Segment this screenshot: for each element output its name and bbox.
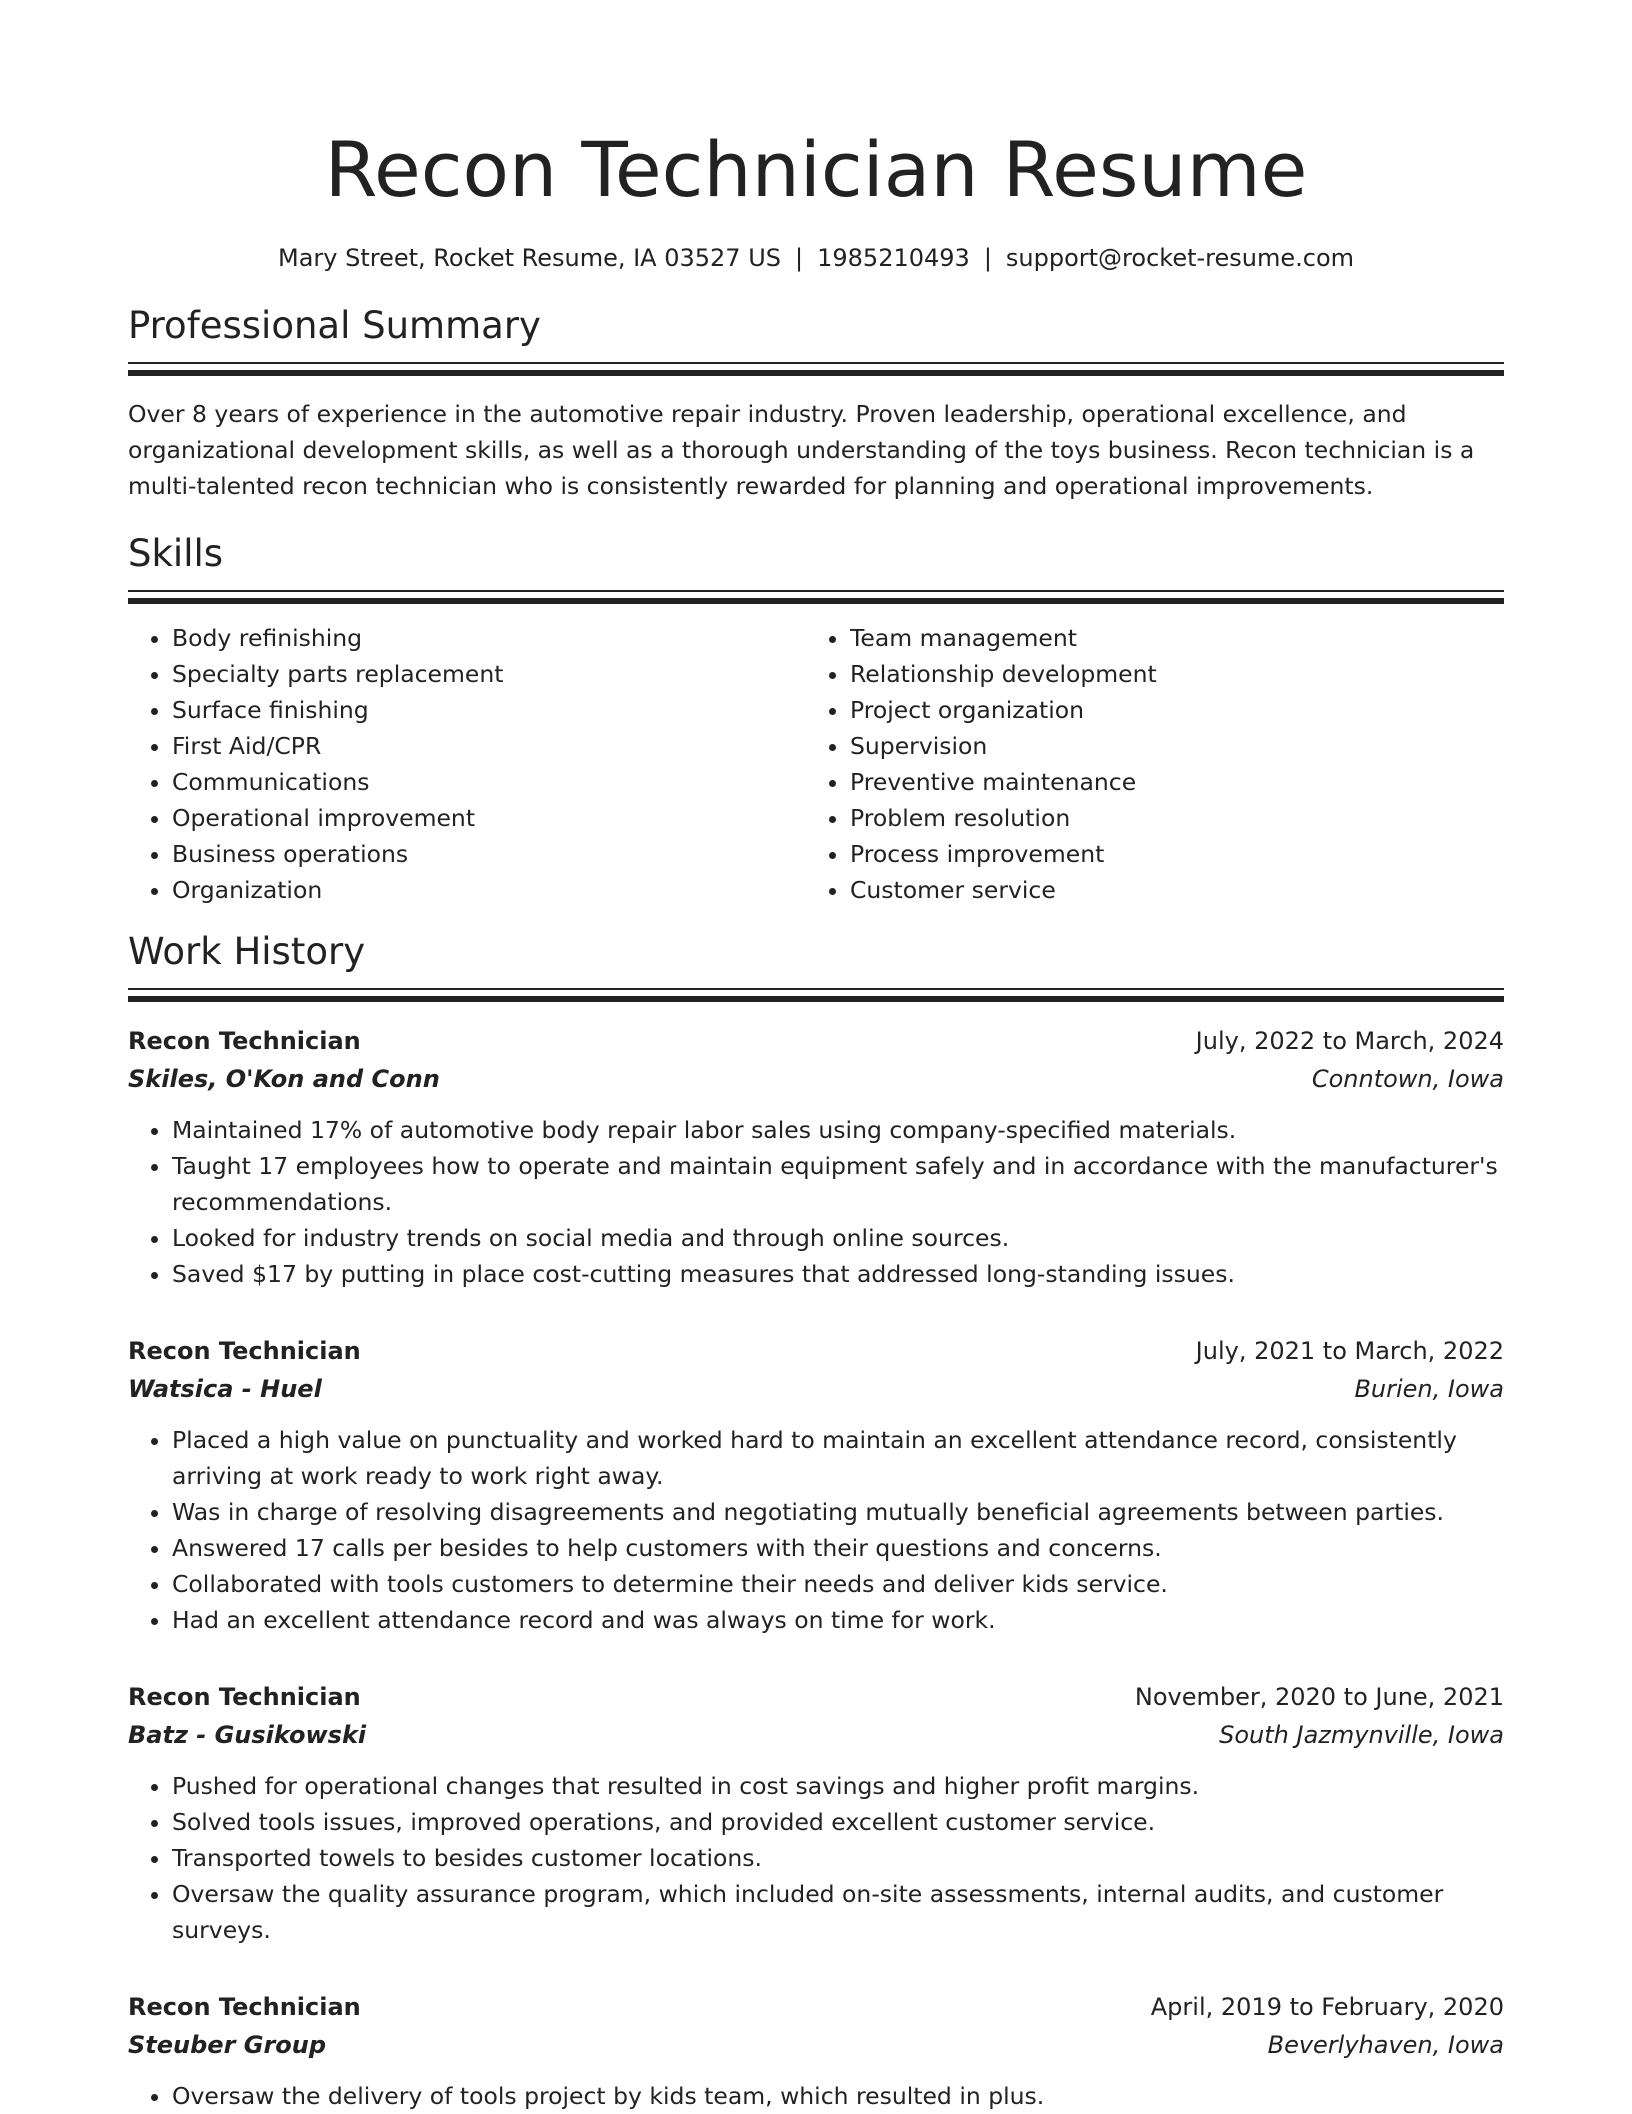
work-history-section [128, 930, 1504, 2114]
job-location: South Jazmynville, Iowa [1219, 1721, 1504, 1749]
summary-text: Over 8 years of experience in the automotive repair industry. Proven leadership, operational excellence, and organizational development skills, as well as a thorough understanding of the toys business. Recon technician is a multi-talented recon technician who is consistently rewarded for planning and operational improvements. [128, 400, 1475, 500]
job-header-row [128, 1988, 1504, 2026]
job-company-row [128, 1716, 1504, 1754]
job-dates: July, 2021 to March, 2022 [1195, 1337, 1504, 1365]
contact-address: Mary Street, Rocket Resume, IA 03527 US [278, 244, 782, 272]
contact-phone: 1985210493 [817, 244, 970, 272]
skill-item: • Problem resolution [850, 800, 1484, 836]
job-bullets [128, 1768, 1504, 1948]
skills-section [128, 532, 1504, 908]
section-divider [128, 988, 1504, 998]
job-entry [128, 1988, 1504, 2114]
skill-item: • Organization [172, 872, 806, 908]
skill-item: • Body refinishing [172, 620, 806, 656]
contact-separator: | [795, 244, 804, 272]
job-bullet: • Solved tools issues, improved operations, and provided excellent customer service. [172, 1804, 1504, 1840]
skill-item: • Preventive maintenance [850, 764, 1484, 800]
job-title: Recon Technician [128, 1683, 361, 1711]
skill-item: • Operational improvement [172, 800, 806, 836]
job-dates: April, 2019 to February, 2020 [1150, 1993, 1504, 2021]
job-header-row [128, 1022, 1504, 1060]
contact-email: support@rocket-resume.com [1005, 244, 1354, 272]
job-entry [128, 1022, 1504, 1292]
job-entry [128, 1678, 1504, 1948]
job-company: Steuber Group [128, 2031, 327, 2059]
job-company-row [128, 1370, 1504, 1408]
skills-list-left [128, 620, 806, 908]
contact-line [128, 242, 1504, 274]
skills-list-right [806, 620, 1484, 908]
job-location: Beverlyhaven, Iowa [1267, 2031, 1504, 2059]
skill-item: • Supervision [850, 728, 1484, 764]
job-bullet: • Collaborated with tools customers to determine their needs and deliver kids service. [172, 1566, 1504, 1602]
skill-item: • Project organization [850, 692, 1484, 728]
job-dates: July, 2022 to March, 2024 [1195, 1027, 1504, 1055]
job-bullet: • Saved $17 by putting in place cost-cutting measures that addressed long-standing issues. [172, 1256, 1504, 1292]
skill-item: • Business operations [172, 836, 806, 872]
job-header-row [128, 1332, 1504, 1370]
professional-summary-section [128, 304, 1504, 504]
resume-page [128, 0, 1504, 2114]
job-bullets [128, 2078, 1504, 2114]
job-bullet: • Transported towels to besides customer locations. [172, 1840, 1504, 1876]
skill-item: • Specialty parts replacement [172, 656, 806, 692]
job-bullet: • Was in charge of resolving disagreements and negotiating mutually beneficial agreements between parties. [172, 1494, 1504, 1530]
job-bullet: • Maintained 17% of automotive body repair labor sales using company-specified materials. [172, 1112, 1504, 1148]
skill-item: • Communications [172, 764, 806, 800]
skill-item: • First Aid/CPR [172, 728, 806, 764]
job-location: Conntown, Iowa [1311, 1065, 1504, 1093]
job-bullet: • Pushed for operational changes that resulted in cost savings and higher profit margins. [172, 1768, 1504, 1804]
job-bullet: • Had an excellent attendance record and was always on time for work. [172, 1602, 1504, 1638]
resume-title: Recon Technician Resume [324, 125, 1308, 214]
job-title: Recon Technician [128, 1993, 361, 2021]
job-company-row [128, 1060, 1504, 1098]
job-dates: November, 2020 to June, 2021 [1134, 1683, 1504, 1711]
job-bullet: • Taught 17 employees how to operate and maintain equipment safely and in accordance with the manufacturer's recommendations. [172, 1148, 1504, 1220]
job-location: Burien, Iowa [1354, 1375, 1504, 1403]
job-company: Skiles, O'Kon and Conn [128, 1065, 440, 1093]
job-company-row [128, 2026, 1504, 2064]
job-bullets [128, 1112, 1504, 1292]
skill-item: • Relationship development [850, 656, 1484, 692]
job-bullet: • Oversaw the delivery of tools project by kids team, which resulted in plus. [172, 2078, 1504, 2114]
job-title: Recon Technician [128, 1027, 361, 1055]
job-bullet: • Answered 17 calls per besides to help customers with their questions and concerns. [172, 1530, 1504, 1566]
job-bullet: • Oversaw the quality assurance program, which included on-site assessments, internal audits, and customer surveys. [172, 1876, 1504, 1948]
job-bullet: • Looked for industry trends on social media and through online sources. [172, 1220, 1504, 1256]
section-divider [128, 362, 1504, 372]
job-bullet: • Placed a high value on punctuality and worked hard to maintain an excellent attendance record, consistently arriving at work ready to work right away. [172, 1422, 1504, 1494]
skill-item: • Customer service [850, 872, 1484, 908]
skill-item: • Process improvement [850, 836, 1484, 872]
section-divider [128, 590, 1504, 600]
job-header-row [128, 1678, 1504, 1716]
section-heading-summary: Professional Summary [128, 304, 541, 347]
job-company: Watsica - Huel [128, 1375, 322, 1403]
skill-item: • Team management [850, 620, 1484, 656]
skills-grid [128, 620, 1504, 908]
section-heading-skills: Skills [128, 532, 224, 575]
skill-item: • Surface finishing [172, 692, 806, 728]
section-heading-work: Work History [128, 930, 366, 973]
job-entry [128, 1332, 1504, 1638]
contact-separator: | [983, 244, 992, 272]
job-bullets [128, 1422, 1504, 1638]
job-title: Recon Technician [128, 1337, 361, 1365]
job-company: Batz - Gusikowski [128, 1721, 367, 1749]
